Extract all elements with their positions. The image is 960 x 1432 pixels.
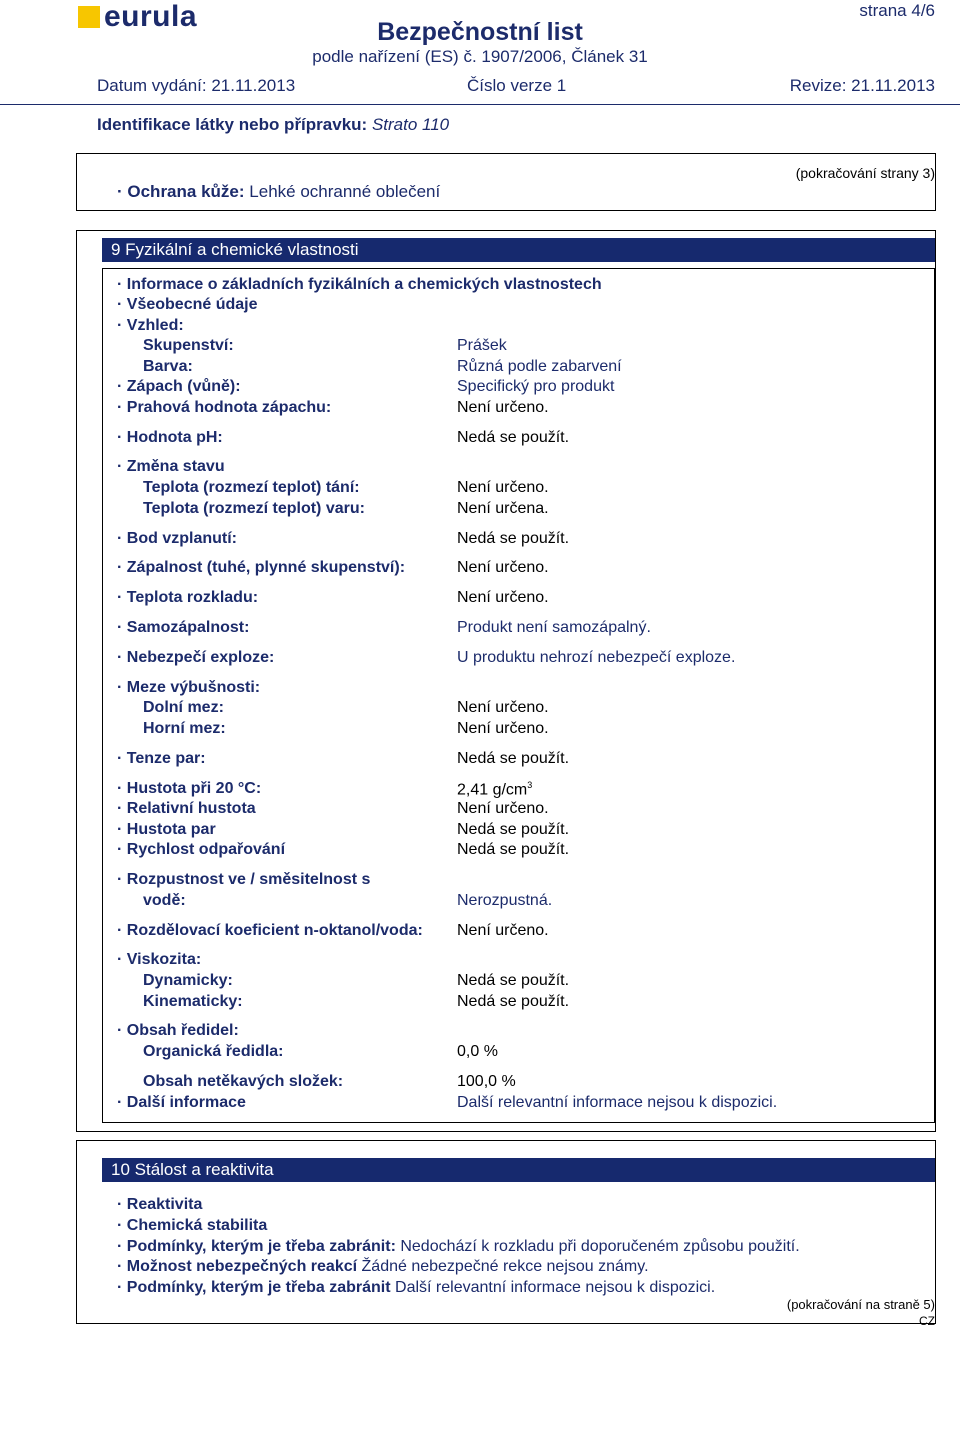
explosion-danger-value: U produktu nehrozí nebezpečí exploze. (457, 649, 736, 666)
solubility-value: Nerozpustná. (457, 892, 553, 909)
solubility-label: · Rozpustnost ve / směsitelnost s (117, 871, 371, 888)
density-label: · Hustota při 20 °C: (117, 780, 262, 797)
skin-protection-label: · Ochrana kůže: (117, 182, 245, 201)
flammability-value: Není určeno. (457, 559, 549, 576)
other-info-value: Další relevantní informace nejsou k dispozici. (457, 1094, 778, 1111)
skin-protection (117, 182, 440, 202)
conditions-avoid-2-value: Další relevantní informace nejsou k dispozici. (395, 1279, 716, 1296)
conditions-avoid-1 (117, 1238, 800, 1256)
partition-coefficient-value: Není určeno. (457, 922, 549, 939)
revision-date: Revize: 21.11.2013 (789, 76, 935, 95)
conditions-avoid-2 (117, 1279, 715, 1297)
flash-point-label: · Bod vzplanutí: (117, 530, 237, 547)
decomposition-label: · Teplota rozkladu: (117, 589, 259, 606)
upper-limit-value: Není určeno. (457, 720, 549, 737)
organic-solvents-value: 0,0 % (457, 1043, 498, 1060)
identification-value: Strato 110 (371, 115, 450, 134)
self-ignition-label: · Samozápalnost: (117, 619, 250, 636)
boiling-point-label: Teplota (rozmezí teplot) varu: (143, 500, 365, 517)
ph-value: Nedá se použít. (457, 429, 570, 446)
self-ignition-value: Produkt není samozápalný. (457, 619, 651, 636)
odour-label: · Zápach (vůně): (117, 378, 241, 395)
kinematic-viscosity-label: Kinematicky: (143, 993, 243, 1010)
organic-solvents-label: Organická ředidla: (143, 1043, 284, 1060)
conditions-avoid-2-label: · Podmínky, kterým je třeba zabránit (117, 1279, 391, 1296)
identification-label: Identifikace látky nebo přípravku: (97, 115, 368, 134)
general-data: · Všeobecné údaje (117, 296, 258, 313)
version-number: Číslo verze 1 (467, 76, 567, 95)
page-number: strana 4/6 (859, 1, 935, 20)
vapour-density-label: · Hustota par (117, 821, 216, 838)
hazardous-reactions-label: · Možnost nebezpečných reakcí (117, 1258, 358, 1275)
vapour-pressure-label: · Tenze par: (117, 750, 206, 767)
flammability-label: · Zápalnost (tuhé, plynné skupenství): (117, 559, 406, 576)
company-logo: eurula (104, 0, 198, 33)
product-identification (97, 115, 449, 135)
section-10-title: 10 Stálost a reaktivita (102, 1158, 935, 1182)
hazardous-reactions-value: Žádné nebezpečné rekce nejsou známy. (361, 1258, 649, 1275)
melting-point-value: Není určeno. (457, 479, 549, 496)
document-title: Bezpečnostní list (377, 18, 583, 46)
vapour-density-value: Nedá se použít. (457, 821, 570, 838)
dynamic-viscosity-value: Nedá se použít. (457, 972, 570, 989)
lower-limit-label: Dolní mez: (143, 699, 224, 716)
other-info-label: · Další informace (117, 1094, 246, 1111)
partition-coefficient-label: · Rozdělovací koeficient n-oktanol/voda: (117, 922, 423, 939)
kinematic-viscosity-value: Nedá se použít. (457, 993, 570, 1010)
continued-note: (pokračování na straně 5) (786, 1297, 935, 1312)
dynamic-viscosity-label: Dynamicky: (143, 972, 233, 989)
evaporation-rate-value: Nedá se použít. (457, 841, 570, 858)
info-title: · Informace o základních fyzikálních a chemických vlastnostech (117, 276, 602, 293)
chemical-stability-label: · Chemická stabilita (117, 1217, 268, 1234)
melting-point-label: Teplota (rozmezí teplot) tání: (143, 479, 360, 496)
relative-density-value: Není určeno. (457, 800, 549, 817)
appearance-label: · Vzhled: (117, 317, 184, 334)
flash-point-value: Nedá se použít. (457, 530, 570, 547)
header-divider (0, 104, 960, 105)
odour-threshold-label: · Prahová hodnota zápachu: (117, 399, 332, 416)
non-volatile-value: 100,0 % (457, 1073, 516, 1090)
continuation-note: (pokračování strany 3) (795, 165, 935, 181)
conditions-avoid-1-value: Nedochází k rozkladu při doporučeném způsobu použití. (400, 1238, 800, 1255)
odour-threshold-value: Není určeno. (457, 399, 549, 416)
relative-density-label: · Relativní hustota (117, 800, 256, 817)
explosion-limits-label: · Meze výbušnosti: (117, 679, 261, 696)
section-9-title: 9 Fyzikální a chemické vlastnosti (102, 238, 935, 262)
language-code: CZ (919, 1314, 935, 1328)
color-label: Barva: (143, 358, 193, 375)
decomposition-value: Není určeno. (457, 589, 549, 606)
viscosity-label: · Viskozita: (117, 951, 202, 968)
lower-limit-value: Není určeno. (457, 699, 549, 716)
color-value: Různá podle zabarvení (457, 358, 622, 375)
upper-limit-label: Horní mez: (143, 720, 226, 737)
issue-date: Datum vydání: 21.11.2013 (97, 76, 296, 95)
document-subtitle: podle nařízení (ES) č. 1907/2006, Článek 31 (312, 47, 648, 66)
state-value: Prášek (457, 337, 507, 354)
odour-value: Specifický pro produkt (457, 378, 615, 395)
ph-label: · Hodnota pH: (117, 429, 223, 446)
state-label: Skupenství: (143, 337, 234, 354)
solubility-label-water: vodě: (143, 892, 186, 909)
explosion-danger-label: · Nebezpečí exploze: (117, 649, 275, 666)
evaporation-rate-label: · Rychlost odpařování (117, 841, 286, 858)
boiling-point-value: Není určena. (457, 500, 549, 517)
hazardous-reactions (117, 1258, 649, 1276)
density-unit-superscript: 3 (527, 780, 533, 790)
state-change-label: · Změna stavu (117, 458, 225, 475)
non-volatile-label: Obsah netěkavých složek: (143, 1073, 344, 1090)
reactivity-label: · Reaktivita (117, 1196, 203, 1213)
skin-protection-value: Lehké ochranné oblečení (249, 182, 441, 201)
vapour-pressure-value: Nedá se použít. (457, 750, 570, 767)
density-number: 2,41 g/cm (457, 781, 528, 799)
density-value (457, 780, 532, 799)
conditions-avoid-1-label: · Podmínky, kterým je třeba zabránit: (117, 1238, 396, 1255)
solvent-content-label: · Obsah ředidel: (117, 1022, 239, 1039)
